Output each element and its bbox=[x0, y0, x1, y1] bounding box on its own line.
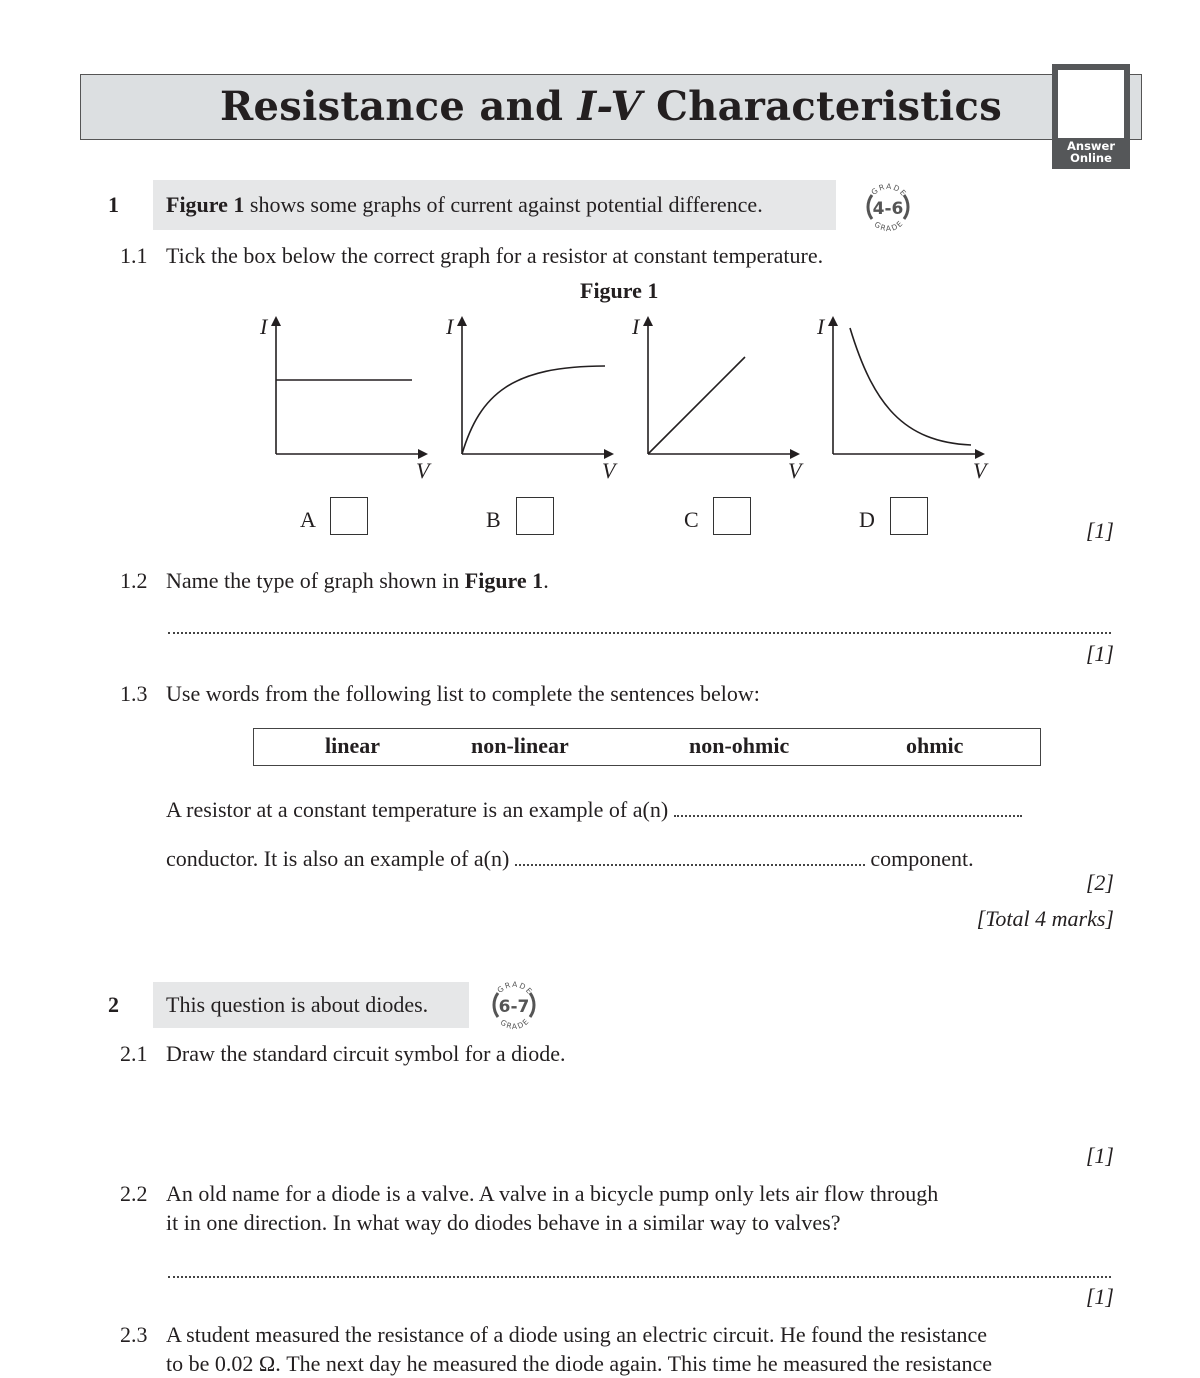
subquestion-number: 1.1 bbox=[120, 243, 148, 268]
subquestion-text-line1: An old name for a diode is a valve. A valve in a bicycle pump only lets air flow through bbox=[166, 1181, 939, 1206]
graph-d bbox=[833, 318, 983, 454]
subquestion-text bbox=[166, 566, 549, 595]
figure-ref: Figure 1 bbox=[464, 568, 544, 593]
question-intro: This question is about diodes. bbox=[153, 982, 469, 1028]
drawing-area[interactable] bbox=[166, 1075, 1046, 1145]
x-axis-label: V bbox=[602, 458, 616, 483]
title-text-1: Resistance and bbox=[219, 83, 578, 130]
option-label-a: A bbox=[300, 507, 316, 532]
graph-c bbox=[648, 318, 798, 454]
x-axis-label: V bbox=[416, 458, 430, 483]
grade-badge-icon bbox=[484, 975, 544, 1035]
subquestion-text-line2-partial: to be 0.02 Ω. The next day he measured the diode again. This time he measured the resistance bbox=[166, 1351, 993, 1376]
svg-text:GRADE bbox=[496, 980, 535, 997]
title-text-2: Characteristics bbox=[641, 83, 1003, 130]
subquestion-number: 1.3 bbox=[120, 681, 148, 706]
figure-title: Figure 1 bbox=[580, 278, 659, 303]
sentence-1 bbox=[166, 795, 1022, 824]
checkbox-a[interactable] bbox=[330, 497, 368, 535]
subquestion-text-line2: it in one direction. In what way do diodes behave in a similar way to valves? bbox=[166, 1210, 841, 1235]
svg-text:GRADE bbox=[870, 182, 909, 199]
y-axis-label: I bbox=[446, 314, 454, 339]
graph-b bbox=[462, 318, 612, 454]
sentence-2-post: component. bbox=[870, 846, 974, 871]
sentence-1-text: A resistor at a constant temperature is an example of a(n) bbox=[166, 797, 669, 822]
text-pre: Name the type of graph shown in bbox=[166, 568, 465, 593]
grade-value: 4-6 bbox=[872, 199, 904, 219]
grade-bottom-label: GRADE bbox=[498, 1016, 532, 1032]
subquestion-text: Use words from the following list to complete the sentences below: bbox=[166, 681, 760, 706]
question-number: 2 bbox=[108, 992, 119, 1017]
x-axis-label: V bbox=[788, 458, 802, 483]
figure-ref: Figure 1 bbox=[166, 192, 245, 217]
svg-text:GRADE bbox=[873, 218, 906, 233]
y-axis-label: I bbox=[260, 314, 268, 339]
y-axis-label: I bbox=[632, 314, 640, 339]
checkbox-c[interactable] bbox=[713, 497, 751, 535]
word-option: linear bbox=[325, 733, 380, 758]
blank-1[interactable] bbox=[674, 814, 1022, 817]
answer-line[interactable] bbox=[168, 632, 1111, 634]
option-label-b: B bbox=[486, 507, 501, 532]
y-axis-label: I bbox=[817, 314, 825, 339]
word-option: non-linear bbox=[471, 733, 569, 758]
title-text-iv: I-V bbox=[577, 83, 642, 130]
subquestion-text: Tick the box below the correct graph for a resistor at constant temperature. bbox=[166, 243, 824, 268]
answer-label-line2: Online bbox=[1070, 151, 1112, 165]
answer-online-label[interactable] bbox=[1052, 140, 1130, 164]
subquestion-number: 2.2 bbox=[120, 1181, 148, 1206]
answer-line[interactable] bbox=[168, 1276, 1111, 1278]
marks-label: [1] bbox=[1085, 1284, 1114, 1309]
graph-curve bbox=[850, 328, 971, 445]
answer-label-line1: Answer bbox=[1066, 139, 1116, 153]
subquestion-number: 2.3 bbox=[120, 1322, 148, 1347]
answer-online-qr-area bbox=[1058, 70, 1124, 138]
subquestion-text: Draw the standard circuit symbol for a diode. bbox=[166, 1041, 566, 1066]
total-marks: [Total 4 marks] bbox=[976, 906, 1114, 931]
grade-bottom-label: GRADE bbox=[872, 218, 906, 234]
text-post: . bbox=[543, 568, 549, 593]
option-label-d: D bbox=[859, 507, 875, 532]
page-title bbox=[80, 74, 1142, 140]
figure-1-graphs bbox=[250, 310, 1010, 485]
grade-value: 6-7 bbox=[498, 997, 530, 1017]
word-option: non-ohmic bbox=[689, 733, 790, 758]
marks-label: [2] bbox=[1085, 870, 1114, 895]
grade-top-label: GRADE bbox=[495, 979, 535, 997]
graph-a bbox=[276, 318, 426, 454]
sentence-2-pre: conductor. It is also an example of a(n) bbox=[166, 846, 510, 871]
intro-text: shows some graphs of current against potential difference. bbox=[244, 192, 763, 217]
checkbox-d[interactable] bbox=[890, 497, 928, 535]
svg-text:GRADE bbox=[499, 1016, 532, 1031]
marks-label: [1] bbox=[1085, 518, 1114, 543]
question-number: 1 bbox=[108, 192, 119, 217]
grade-badge-icon bbox=[858, 177, 918, 237]
checkbox-b[interactable] bbox=[516, 497, 554, 535]
subquestion-number: 1.2 bbox=[120, 568, 148, 593]
grade-top-label: GRADE bbox=[869, 181, 909, 199]
question-intro bbox=[153, 180, 836, 230]
subquestion-number: 2.1 bbox=[120, 1041, 148, 1066]
option-label-c: C bbox=[684, 507, 699, 532]
x-axis-label: V bbox=[973, 458, 987, 483]
blank-2[interactable] bbox=[515, 863, 865, 866]
word-option: ohmic bbox=[906, 733, 964, 758]
subquestion-text-line1: A student measured the resistance of a diode using an electric circuit. He found the resistance bbox=[166, 1322, 988, 1347]
marks-label: [1] bbox=[1085, 641, 1114, 666]
marks-label: [1] bbox=[1085, 1143, 1114, 1168]
sentence-2 bbox=[166, 844, 974, 873]
graph-curve bbox=[462, 366, 605, 454]
graph-curve bbox=[648, 357, 745, 454]
